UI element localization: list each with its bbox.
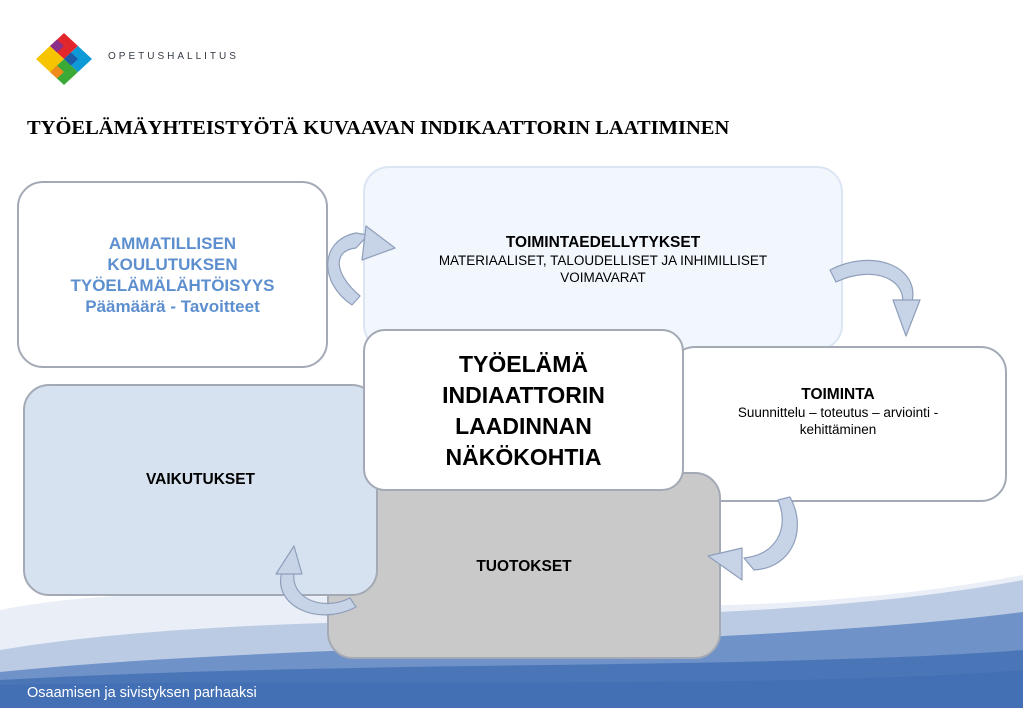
page-title: TYÖELÄMÄYHTEISTYÖTÄ KUVAAVAN INDIKAATTORIN LAATIMINEN [27, 117, 730, 139]
goal-line-2: KOULUTUKSEN [107, 254, 238, 274]
center-line-2: INDIAATTORIN [442, 382, 605, 408]
center-box [363, 329, 684, 491]
goal-line-1: AMMATILLISEN [108, 233, 237, 253]
goal-box [17, 181, 328, 368]
center-line-1: TYÖELÄMÄ [458, 351, 589, 377]
center-line-3: LAADINNAN [455, 413, 592, 439]
action-line-1: Suunnittelu – toteutus – arviointi - [737, 405, 939, 420]
action-box [669, 346, 1007, 502]
action-line-2: kehittäminen [799, 422, 877, 437]
goal-line-3: TYÖELÄMÄLÄHTÖISYYS [70, 275, 275, 295]
brand-name: OPETUSHALLITUS [108, 51, 239, 62]
outputs-box [327, 472, 721, 659]
footer-slogan: Osaamisen ja sivistyksen parhaaksi [27, 685, 257, 701]
effects-box [23, 384, 378, 596]
action-heading: TOIMINTA [801, 386, 875, 403]
effects-heading: VAIKUTUKSET [145, 471, 256, 488]
goal-line-4: Päämäärä - Tavoitteet [85, 296, 260, 316]
prerequisites-heading: TOIMINTAEDELLYTYKSET [505, 234, 701, 251]
outputs-heading: TUOTOKSET [476, 558, 572, 575]
prerequisites-line-1: MATERIAALISET, TALOUDELLISET JA INHIMILLISET [438, 253, 768, 268]
center-line-4: NÄKÖKOHTIA [445, 444, 602, 470]
prerequisites-box [363, 166, 843, 351]
prerequisites-line-2: VOIMAVARAT [560, 270, 646, 285]
opetushallitus-logo-icon [36, 33, 92, 85]
